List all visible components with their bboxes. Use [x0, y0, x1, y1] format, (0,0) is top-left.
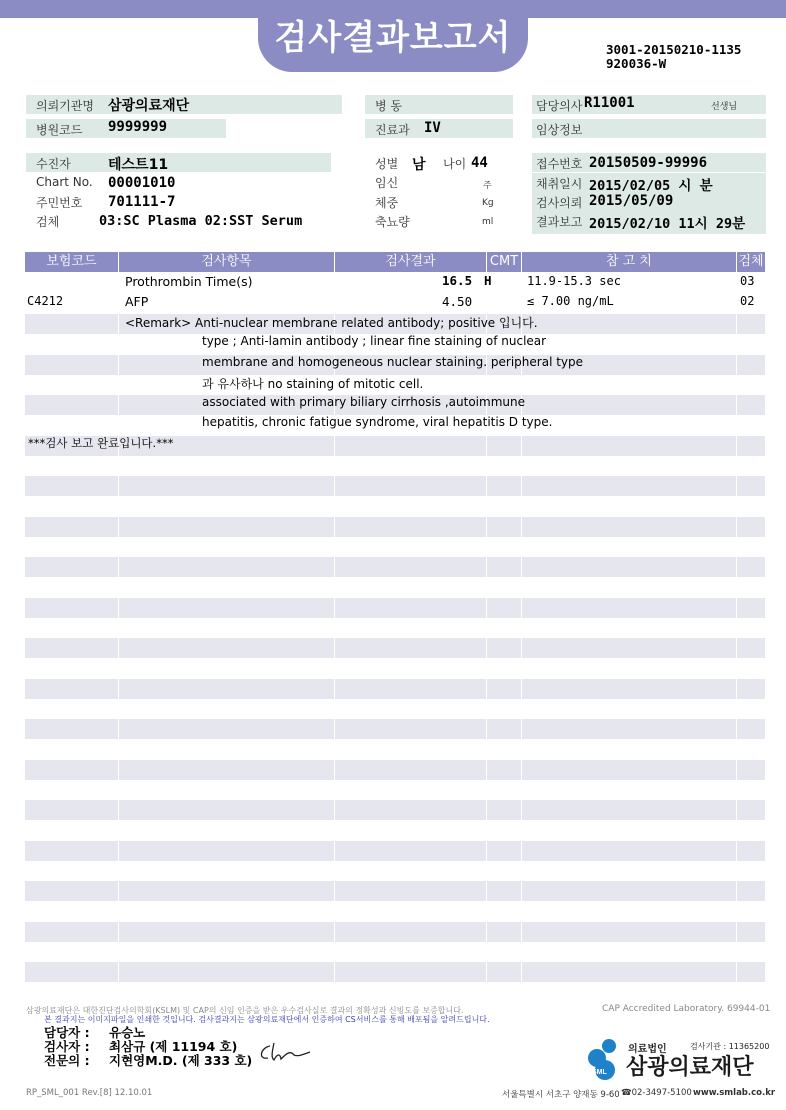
row1-reference: 11.9-15.3 sec: [527, 274, 621, 288]
page-title: 검사결과보고서: [274, 18, 512, 58]
request-value: 2015/05/09: [589, 193, 674, 209]
row1-cmt: H: [484, 273, 492, 288]
collect-value: 2015/02/05 시 분: [589, 178, 713, 194]
doctor-value: R11001: [584, 95, 635, 111]
org-name: 삼광의료재단: [626, 1055, 754, 1080]
form-code: RP_SML_001 Rev.[8] 12.10.01: [26, 1088, 153, 1098]
col-divider: [118, 252, 119, 1000]
col-header-insurance-code: 보험코드: [25, 252, 118, 272]
remark-line: 과 유사하나 no staining of mitotic cell.: [202, 377, 424, 391]
patient-box: [26, 153, 331, 172]
row-band: [25, 598, 765, 618]
row1-item: Prothrombin Time(s): [125, 274, 253, 289]
sml-logo-icon: [583, 1036, 623, 1080]
row2-specimen: 02: [740, 294, 755, 308]
org-code: 검사기관 : 11365200: [690, 1042, 770, 1051]
doctor-label: 담당의사: [536, 99, 583, 113]
report-label: 결과보고: [536, 215, 583, 229]
row-band: [25, 881, 765, 901]
weight-label: 체중: [375, 196, 399, 210]
row-band: [25, 476, 765, 496]
row-band: [25, 557, 765, 577]
remark-line: hepatitis, chronic fatigue syndrome, viral hepatitis D type.: [202, 415, 553, 429]
dept-label: 진료과: [375, 123, 410, 137]
completion-note: ***검사 보고 완료입니다.***: [28, 436, 174, 450]
patient-label: 수진자: [36, 157, 71, 171]
chart-value: 00001010: [108, 175, 176, 191]
row-band: [25, 679, 765, 699]
row-band: [25, 719, 765, 739]
tester-label: 검사자 :: [44, 1039, 90, 1054]
doctor-suffix: 선생님: [711, 102, 738, 112]
address: 서울특별시 서초구 양재동 9-60: [502, 1090, 620, 1100]
document-id-line2: 920036-W: [606, 56, 667, 71]
org-type: 의료법인: [628, 1044, 667, 1055]
row-band: [25, 800, 765, 820]
clinical-label: 임상정보: [536, 123, 583, 137]
remark-line: associated with primary biliary cirrhosis ,autoimmune: [202, 395, 525, 409]
hospital-code-value: 9999999: [108, 119, 168, 135]
tester-value: 최삼규 (제 11194 호): [109, 1039, 238, 1054]
row1-result: 16.5: [442, 273, 473, 288]
receipt-value: 20150509-99996: [589, 155, 708, 171]
row1-specimen: 03: [740, 274, 755, 288]
row-band: [25, 962, 765, 982]
handler-label: 담당자 :: [44, 1025, 90, 1040]
dept-value: IV: [424, 120, 441, 136]
sex-label: 성별: [375, 157, 399, 171]
weight-unit: Kg: [482, 198, 494, 208]
document-id-line1: 3001-20150210-1135: [606, 42, 742, 57]
age-label: 나이: [443, 157, 467, 171]
col-header-cmt: CMT: [487, 252, 521, 272]
row2-reference: ≤ 7.00 ng/mL: [527, 294, 614, 308]
report-value: 2015/02/10 11시 29분: [589, 216, 746, 232]
requester-value: 삼광의료재단: [108, 98, 190, 114]
handler-value: 유승노: [109, 1025, 146, 1040]
signature-icon: [256, 1040, 316, 1066]
row2-code: C4212: [27, 294, 64, 308]
logo-text: SML: [592, 1069, 607, 1076]
print-notice: 본 결과지는 이미지파일을 인쇄한 것입니다. 검사결과지는 삼광의료재단에서 인증하여 CS서비스를 통해 배포됨을 알려드립니다.: [44, 1015, 490, 1024]
remark-line: <Remark> Anti-nuclear membrane related antibody; positive 입니다.: [125, 316, 538, 330]
rrn-value: 701111-7: [108, 194, 176, 210]
specialist-value: 지현영M.D. (제 333 호): [109, 1053, 253, 1068]
row-band: [25, 638, 765, 658]
pregnancy-unit: 주: [483, 181, 492, 191]
specimen-label: 검체: [36, 215, 60, 229]
row2-result: 4.50: [442, 294, 473, 309]
request-label: 검사의뢰: [536, 196, 583, 210]
patient-value: 테스트11: [108, 157, 169, 173]
urine-unit: ml: [482, 217, 494, 227]
website-link[interactable]: www.smlab.co.kr: [693, 1088, 776, 1098]
certification-note: 삼광의료재단은 대한진단검사의학회(KSLM) 및 CAP의 신임 인증을 받은 우수검사실로 결과의 정확성과 신빙도를 보증합니다.: [26, 1006, 464, 1015]
col-divider: [736, 252, 737, 1000]
sex-value: 남: [412, 157, 426, 173]
pregnancy-label: 임신: [375, 176, 399, 190]
cap-accreditation: CAP Accredited Laboratory. 69944-01: [602, 1004, 771, 1014]
remark-line: type ; Anti-lamin antibody ; linear fine staining of nuclear: [202, 334, 547, 348]
ward-label: 병 동: [375, 99, 402, 113]
phone: ☎02-3497-5100: [621, 1088, 692, 1098]
hospital-code-label: 병원코드: [36, 123, 83, 137]
receipt-label: 접수번호: [536, 157, 583, 171]
row-band: [25, 760, 765, 780]
row-band: [25, 517, 765, 537]
urine-label: 축뇨량: [375, 215, 410, 229]
col-header-specimen: 검체: [737, 252, 765, 272]
requester-label: 의뢰기관명: [36, 99, 94, 113]
rrn-label: 주민번호: [36, 196, 83, 210]
row2-item: AFP: [125, 294, 149, 309]
age-value: 44: [471, 155, 488, 171]
document-id: [606, 43, 741, 71]
row-band: [25, 841, 765, 861]
row-band: [25, 922, 765, 942]
specimen-value: 03:SC Plasma 02:SST Serum: [99, 213, 303, 229]
chart-label: Chart No.: [36, 175, 93, 189]
col-header-test-item: 검사항목: [119, 252, 334, 272]
collect-label: 채취일시: [536, 177, 583, 191]
col-header-reference: 참 고 치: [522, 252, 736, 272]
col-header-result: 검사결과: [335, 252, 486, 272]
specialist-label: 전문의 :: [44, 1053, 90, 1068]
remark-line: membrane and homogeneous nuclear staining. peripheral type: [202, 355, 584, 369]
